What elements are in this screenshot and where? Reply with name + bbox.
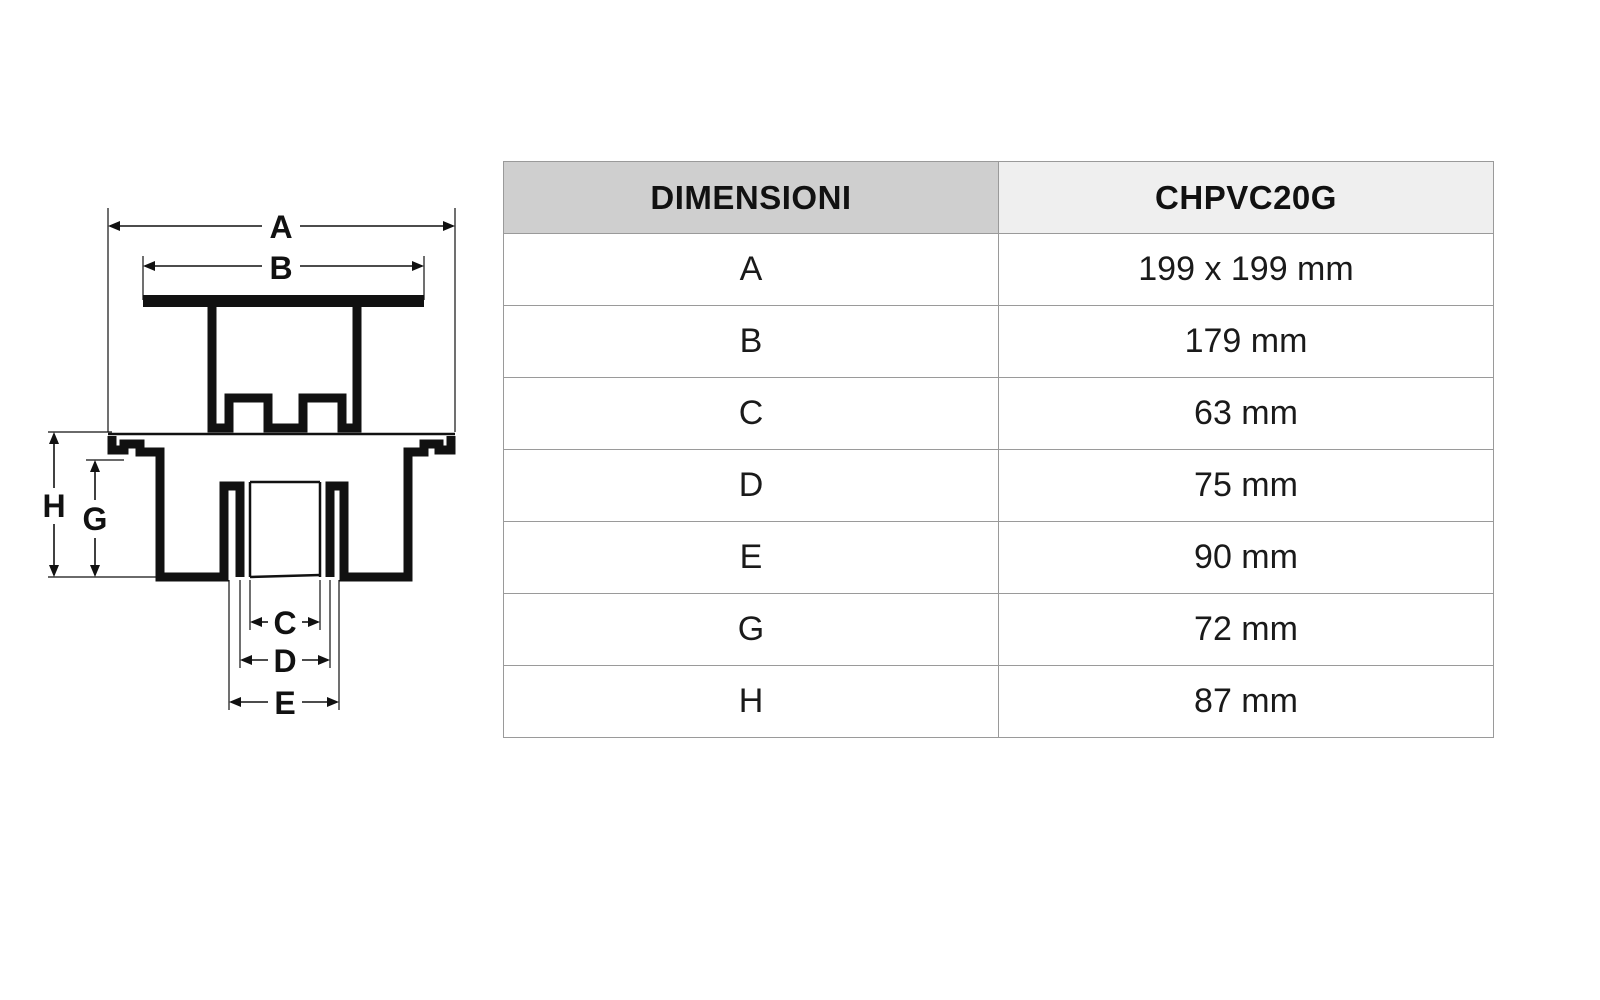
dimensions-table [503, 161, 1494, 738]
table-row [504, 378, 1494, 450]
dimension-cell: D [504, 450, 999, 522]
table-row [504, 306, 1494, 378]
label-h: H [42, 488, 66, 524]
header-model: CHPVC20G [999, 162, 1494, 234]
dimension-cell: C [504, 378, 999, 450]
drain-grate [143, 295, 424, 428]
dimension-cell: B [504, 306, 999, 378]
label-g: G [82, 501, 108, 537]
header-dimensioni: DIMENSIONI [504, 162, 999, 234]
value-cell: 72 mm [999, 594, 1494, 666]
label-e: E [274, 685, 296, 721]
table-row [504, 522, 1494, 594]
table-row [504, 450, 1494, 522]
dimension-c [250, 580, 320, 641]
dimension-g [83, 460, 124, 577]
value-cell: 75 mm [999, 450, 1494, 522]
drain-technical-drawing [0, 0, 480, 1000]
drain-body [108, 434, 455, 577]
value-cell: 63 mm [999, 378, 1494, 450]
table-row [504, 594, 1494, 666]
label-a: A [269, 209, 293, 245]
value-cell: 87 mm [999, 666, 1494, 738]
label-b: B [269, 250, 293, 286]
dimension-cell: E [504, 522, 999, 594]
label-c: C [273, 605, 297, 641]
table-header-row [504, 162, 1494, 234]
value-cell: 199 x 199 mm [999, 234, 1494, 306]
value-cell: 90 mm [999, 522, 1494, 594]
dimension-cell: A [504, 234, 999, 306]
table-row [504, 666, 1494, 738]
label-d: D [273, 643, 297, 679]
dimension-cell: G [504, 594, 999, 666]
table-row [504, 234, 1494, 306]
dimension-cell: H [504, 666, 999, 738]
dimension-a [108, 208, 455, 432]
value-cell: 179 mm [999, 306, 1494, 378]
dimension-b [143, 250, 424, 300]
